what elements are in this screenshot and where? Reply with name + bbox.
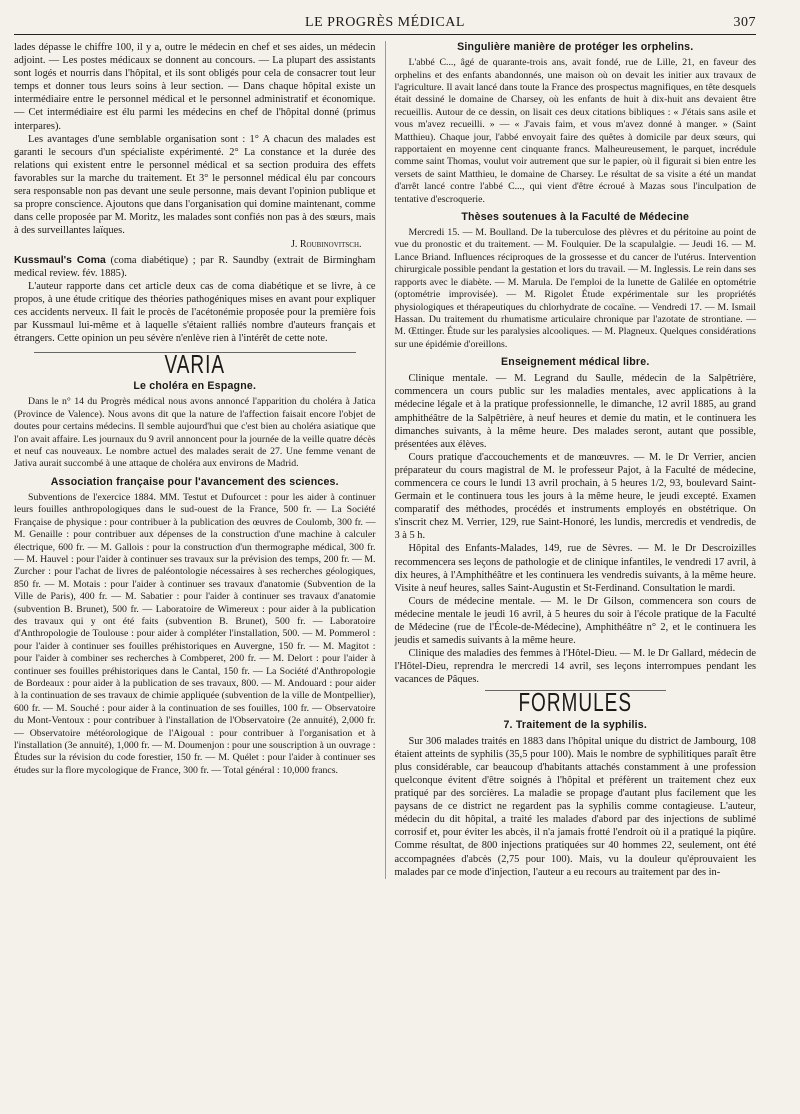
running-head: [14, 12, 756, 35]
left-column: [14, 41, 385, 879]
association-heading: Association française pour l'avancement des sciences.: [50, 475, 339, 488]
varia-title-wrap: [14, 351, 376, 380]
page-number: 307: [733, 15, 756, 30]
theses-paragraph: Mercredi 15. — M. Boulland. De la tuberculose des plèvres et du péritoine au point de vue du pronostic et du traitement. — M. Foulquier. De la scapulalgie. — Jeudi 16. — M. Lance Briand. Influences réciproques de la grossesse et du cancer de l'utérus. Intervention chirurgicale possible pendant la gestation et lors du travail. — M. Inglessis. Le rein dans ses rapports avec le diabète. — M. Marula. De l'emploi de la lunette de Galilée en optométrie (optométrie improvisée). — M. Rigolet Étude expérimentale sur les propriétés physiologiques et thérapeutiques du chlorhydrate de cocaïne. — Vendredi 17. — M. Ismail Hassan. Du traitement du rhumatisme articulaire chronique par l'azotate de strontiane. — M. Œttinger. Étude sur les paralysies alcooliques. — M. Plagneux. Quelques considérations sur une épidémie d'oreillons.: [394, 227, 756, 350]
kussmaul-paragraph: L'auteur rapporte dans cet article deux cas de coma diabétique et se livre, à ce propos, à une étude critique des théories pathogéniques mises en avant pour expliquer ces accidents nerveux. Il fait le procès de l'acétonémie proposée pour la première fois par Kussmaul lui-même et à laquelle s'étaient ralliés nombre d'auteurs français et étrangers. Cette opinion un peu sévère n'enlève rien à l'intérêt de cette note.: [14, 280, 376, 345]
enseignement-paragraph-1: Clinique mentale. — M. Legrand du Saulle, médecin de la Salpêtrière, commencera un cours public sur les maladies mentales, avec applications à la médecine légale et à la pratique professionnelle, le dimanche, 12 avril 1885, au grand amphithéâtre de la Salpêtrière, à neuf heures et demie du matin, et le continuera les dimanches suivants, à la même heure. Des malades seront, autant que possible, présentées aux élèves.: [394, 373, 756, 450]
cholera-paragraph: Dans le n° 14 du Progrès médical nous avons annoncé l'apparition du choléra à Jatica (Province de Valence). Nous avons dit que la nature de l'affection faisait encore l'objet de doutes pour certains médecins. Il semble aujourd'hui que c'est bien au choléra asiatique que l'on avait affaire. Les journaux du 9 avril annoncent pour la journée de la veille quatre décès et neuf cas nouveaux. Le nombre actuel des malades serait de 27. Une femme venant de Jativa aurait succombé à une attaque de choléra aux environs de Madrid.: [14, 396, 376, 470]
kussmaul-ref: (coma diabétique) ; par R. Saundby (extrait de Birmingham medical review. fév. 1885).: [14, 254, 376, 279]
intro-signature: J. Roubinovitsch.: [290, 239, 362, 251]
enseignement-heading: Enseignement médical libre.: [501, 356, 650, 369]
intro-paragraph-1: lades dépasse le chiffre 100, il y a, outre le médecin en chef et ses aides, un médecin adjoint. — Les postes médicaux se donnent au concours. — La plupart des assistants sont logés et nourris dans l'hôpital, et ils sont obligés pour cela de consacrer tout leur temps et donner tous leurs soins à leur section. — Dans chaque hôpital existe un intermédiaire entre le personnel médical et le personnel administratif et économique. — Cet intermédiaire est élu parmi les médecins en chef de l'hôpital donné (primus interpares).: [14, 42, 376, 132]
singularity-heading: Singulière manière de protéger les orphelins.: [457, 41, 694, 53]
enseignement-paragraph-4: Cours de médecine mentale. — M. le Dr Gilson, commencera son cours de médecine mentale le jeudi 16 avril, à 5 heures du soir à l'école pratique de la Faculté de Médecine (rue de l'École-de-Médecine), Amphithéâtre n° 2, et le continuera les jeudis et samedis suivants à la même heure.: [394, 595, 756, 647]
journal-title: LE PROGRÈS MÉDICAL: [305, 15, 465, 30]
kussmaul-reference: [14, 254, 376, 280]
enseignement-paragraph-2: Cours pratique d'accouchements et de manœuvres. — M. le Dr Verrier, ancien préparateur du cours magistral de M. le professeur Pajot, à la Faculté de médecine, commencera ce cours le lundi 13 avril prochain, à 5 heures 1/2, 93, boulevard Saint-Germain et le continuera tous les jours à la même heure, le jeudi excepté. Examen comparatif des méthodes, procédés et instruments employés en obstétrique. On s'inscrit chez M. Verrier, 129, rue Saint-Honoré, les lundis, mercredis et vendredis, de 3 à 5 h.: [394, 451, 756, 542]
formules-title: FORMULES: [518, 689, 633, 719]
formules-title-wrap: [395, 689, 757, 719]
right-column: [385, 41, 757, 879]
syphilis-paragraph: Sur 306 malades traités en 1883 dans l'hôpital unique du district de Jambourg, 108 étaient atteints de syphilis (35,5 pour 100). Mais le nombre de syphilitiques paraît être plus considérable, car beaucoup d'habitants attachés constamment à une profession quelconque évitent d'être soignés à l'hôpital et préfèrent un traitement chez eux pratiqué par des sorcières. La maladie se propage d'autant plus facilement que les paysans de ce district ne regardent pas la syphilis comme contagieuse. L'auteur, médecin du dit hôpital, a traité les malades d'abord par des injections de sublimé corrosif et, pour éviter les abcès, il n'a jamais frotté l'endroit où il a pratiqué la piqûre. Comme résultat, de 800 injections pratiquées sur 40 hommes 22, seulement, ont été accompagnées d'abcès (2,75 pour 100). Mais, vu la douleur qu'éprouvaient les malades par ce mode d'injection, l'auteur a eu recours au traitement par des in-: [394, 735, 756, 878]
enseignement-paragraph-5: Clinique des maladies des femmes à l'Hôtel-Dieu. — M. le Dr Gallard, médecin de l'Hôtel-Dieu, reprendra le mercredi 14 avril, ses leçons interrompues pendant les vacances de Pâques.: [394, 648, 756, 686]
columns: [14, 41, 756, 879]
kussmaul-heading: Kussmaul's Coma: [14, 254, 106, 266]
cholera-heading: Le choléra en Espagne.: [133, 380, 257, 393]
varia-title: VARIA: [164, 351, 226, 380]
theses-heading: Thèses soutenues à la Faculté de Médecine: [461, 210, 690, 223]
syphilis-heading: 7. Traitement de la syphilis.: [503, 718, 648, 731]
intro-paragraph-2: Les avantages d'une semblable organisation sont : 1° A chacun des malades est garanti le secours d'un spécialiste expérimenté. 2° La constance et la durée des relations qui existent entre le personnel médical et sa section produira des effets favorables sur la marche du traitement. Et 3° le personnel médical élu par concours sera responsable non pas devant une seule personne, mais devant l'opinion publique et sa propre conscience. Ajoutons que dans l'organisation qui domine maintenant, comme dans celle proposée par M. Moritz, les malades sont confiés non pas à des sœurs, mais à des surveillantes laïques.: [14, 133, 376, 237]
association-paragraph: Subventions de l'exercice 1884. MM. Testut et Dufourcet : pour les aider à continuer leurs fouilles anthropologiques dans le sud-ouest de la France, 500 fr. — La Société Française de physique : pour contribuer à la publication des œuvres de Coulomb, 300 fr. — M. Genaille : pour contribuer aux dépenses de la construction d'une machine à calculer électrique, 600 fr. — M. Gallois : pour la construction d'un thermographe médical, 300 fr. — M. Hauvel : pour l'aider à continuer ses travaux sur la prévision des temps, 200 fr. — M. Zurcher : pour l'achat de livres de paléontologie nécessaires à ses recherches géologiques, 850 fr. — M. Motais : pour l'aider à continuer ses travaux d'anatomie (Subvention de la Ville de Paris), 400 fr. — M. Sabatier : pour l'aider à continuer ses travaux d'anatomie (subvention B. Brunet), 500 fr. — Laboratoire de Wimereux : pour aider à la publication des travaux qui y ont été faits (subvention B. Brunet), 500 fr. — Laboratoire d'Anthropologie de Toulouse : pour aider à compléter l'installation, 500. — M. Pommerol : pour l'aider à continuer ses fouilles préhistoriques en Auvergne, 150 fr. — M. Magitot : pour l'aider à combiner ses recherches à Combperet, 200 fr. — M. Delort : pour l'aider à continuer ses fouilles préhistoriques dans le Cantal, 150 fr. — La Société d'Anthropologie de Bordeaux : pour aider à la publication de ses travaux, 800. — M. Andouard : pour aider à la continuation de ses travaux de chimie appliquée (subvention de la ville de Montpellier), 600 fr. — M. Souché : pour aider à la continuation de ses fouilles, 100 fr. — Observatoire du Mont-Ventoux : pour contribuer à l'installation de l'Observatoire (2e annuité), 2,000 fr. — Observatoire météorologique de l'Aigoual : pour contribuer à l'organisation et à l'installation (3e annuité), 1,000 fr. — M. Doumenjon : pour une souscription à un ouvrage : Études sur la révision du code forestier, 150 fr. — M. Quélet : pour l'aider à continuer ses études sur la flore mycologique de France, 300 fr. — Total général : 10,000 francs.: [14, 491, 376, 776]
singularity-paragraph: L'abbé C..., âgé de quarante-trois ans, avait fondé, rue de Lille, 21, en faveur des orphelins et des enfants abandonnés, une maison où on devait les initier aux travaux de l'agriculture. Il avait lancé dans toute la France des prospectus magnifiques, en tête desquels était dessiné le domaine de Charsey, où les enfants de huit à dix-huit ans devaient être recueillis. Autour de ce dessin, on lisait ces deux citations bibliques : « J'étais sans asile et vous m'avez recueilli. » — « J'avais faim, et vous m'avez donné à manger. » (Saint Matthieu). Chaque jour, l'abbé envoyait faire des quêtes à domicile par deux sœurs, qui rapportaient en moyenne cent cinquante francs. Malheureusement, le parquet, incrédule comme saint Thomas, voulut voir autrement que sur le papier, où il figurait si bien entre les versets de saint Matthieu, le domaine de Charsey. Le résultat de sa visite a été un mandat d'arrêt lancé contre l'abbé C..., qui vient d'être écroué à Mazas sous l'inculpation de tentative d'escroquerie.: [394, 57, 756, 205]
enseignement-paragraph-3: Hôpital des Enfants-Malades, 149, rue de Sèvres. — M. le Dr Descroizilles recommencera ses leçons de pathologie et de clinique infantiles, le vendredi 17 avril, à dix heures, à l'Amphithéâtre et les continuera les vendredis suivants, à la même heure. Visite à neuf heures, salles Saint-Augustin et St-Ferdinand. Consultation le mardi.: [394, 543, 756, 594]
